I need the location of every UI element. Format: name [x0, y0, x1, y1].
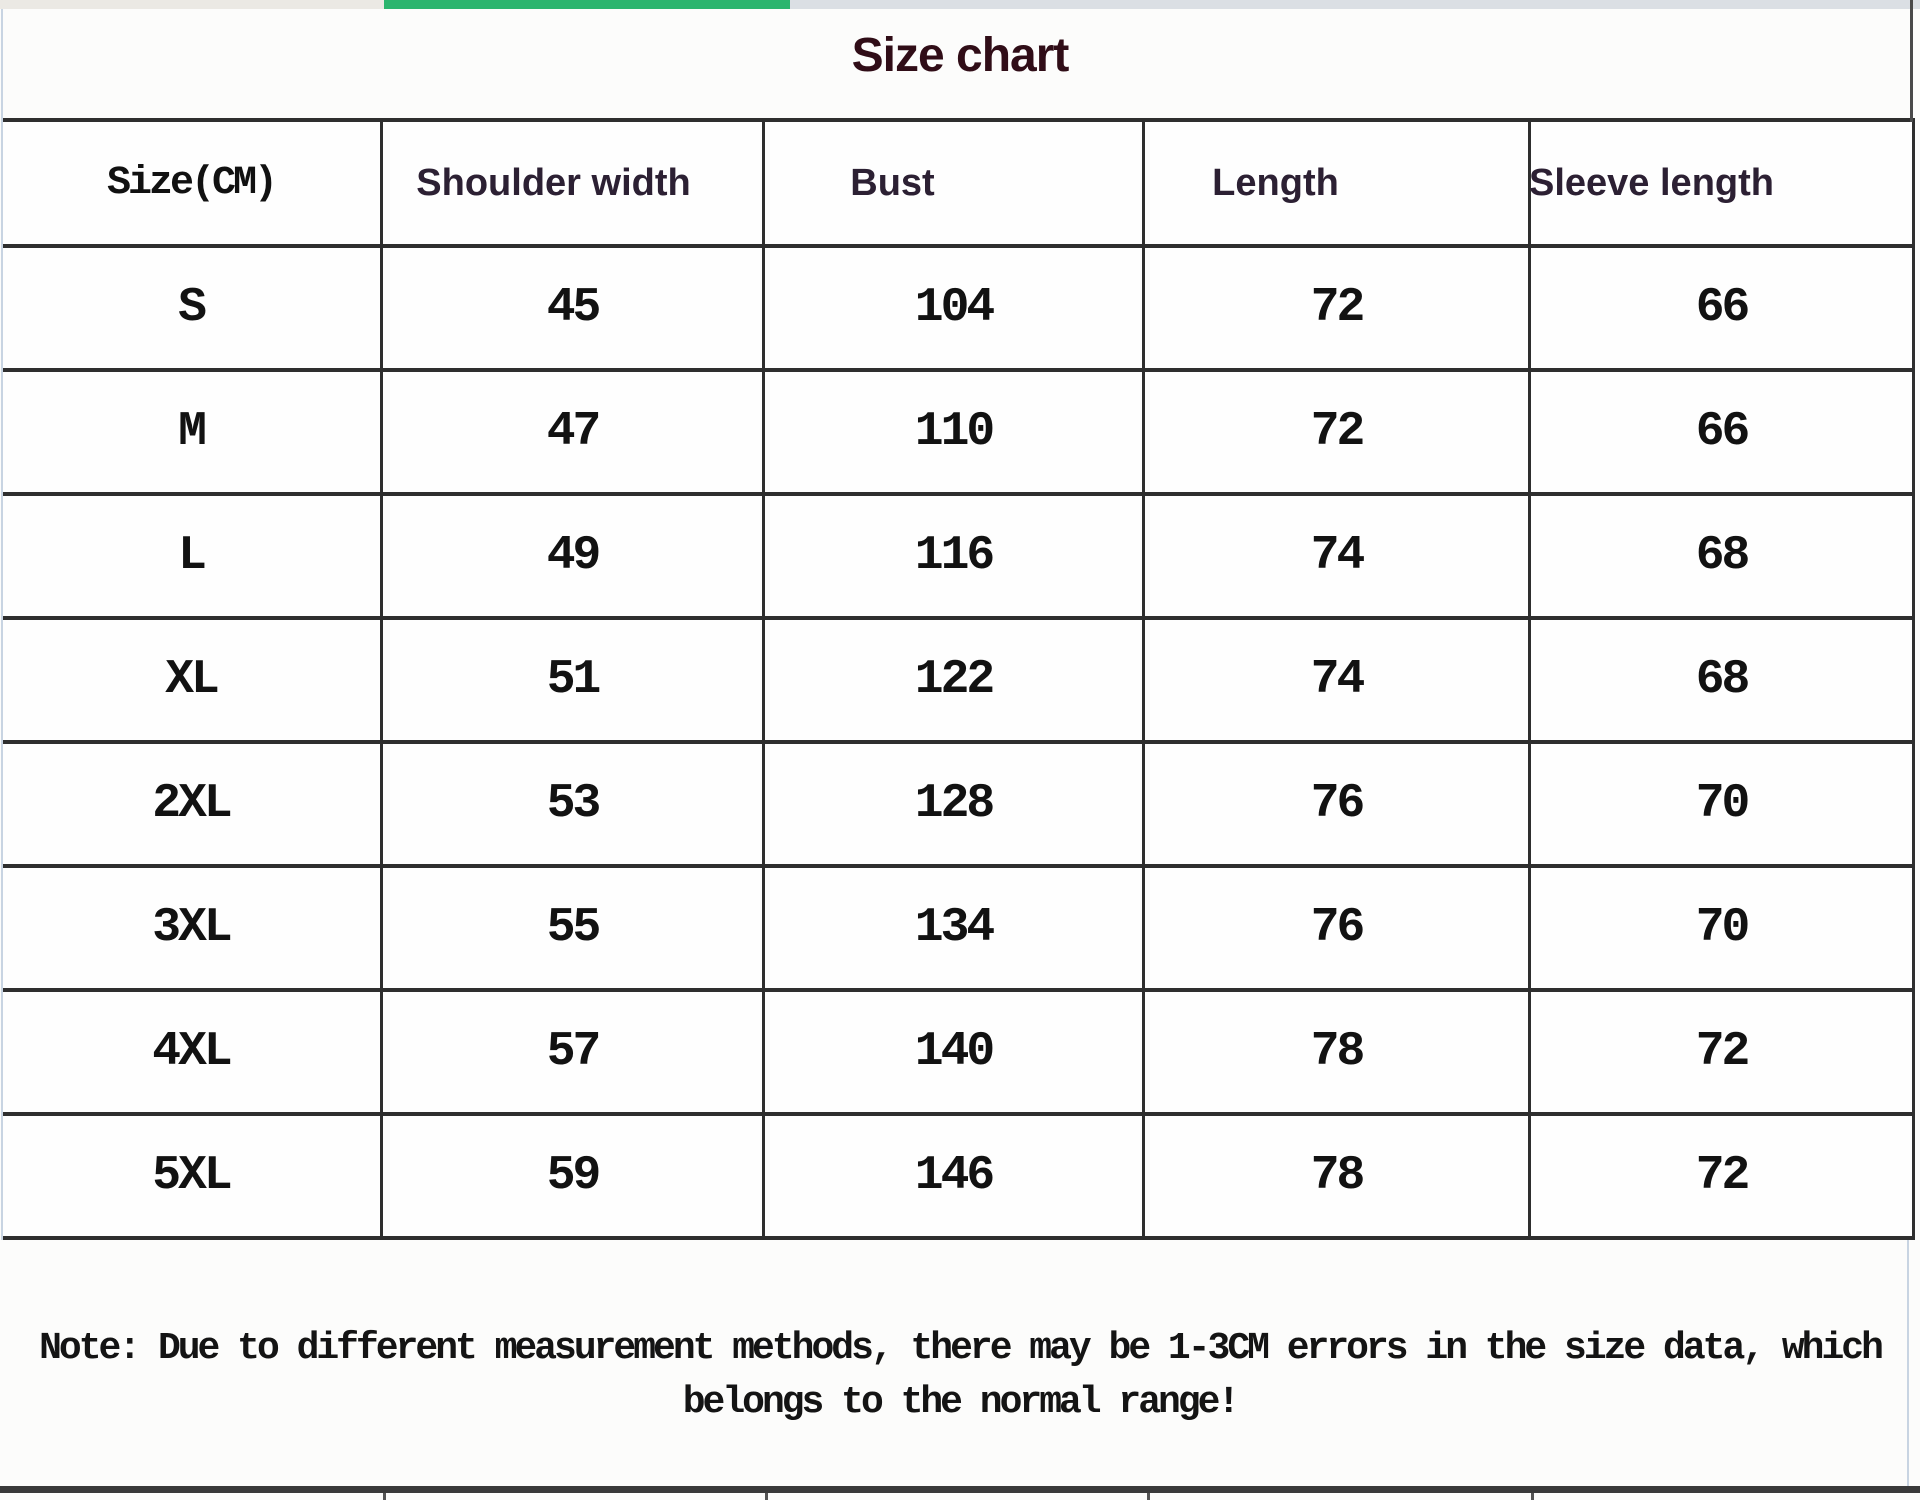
size-cell: XL	[2, 620, 383, 744]
bottom-divider-line	[0, 1486, 1920, 1493]
right-edge-line	[1910, 0, 1913, 122]
size-cell: 2XL	[2, 744, 383, 868]
column-header-bust	[765, 122, 1145, 248]
value-cell: 140	[765, 992, 1145, 1116]
value-cell: 53	[383, 744, 765, 868]
value-cell: 55	[383, 868, 765, 992]
value-cell: 72	[1145, 372, 1531, 496]
size-cell: L	[2, 496, 383, 620]
value-cell: 45	[383, 248, 765, 372]
next-table-column-stub	[383, 1493, 386, 1500]
column-header-label: Size(CM)	[106, 160, 276, 206]
size-chart-table	[2, 118, 1915, 1240]
value-cell: 68	[1531, 496, 1912, 620]
left-edge-artifact-line	[1, 9, 3, 1240]
column-header-length	[1145, 122, 1531, 248]
size-cell: 5XL	[2, 1116, 383, 1240]
value-cell: 76	[1145, 744, 1531, 868]
value-cell: 66	[1531, 248, 1912, 372]
value-cell: 128	[765, 744, 1145, 868]
value-cell: 146	[765, 1116, 1145, 1240]
size-cell: 3XL	[2, 868, 383, 992]
value-cell: 70	[1531, 744, 1912, 868]
value-cell: 68	[1531, 620, 1912, 744]
size-cell: S	[2, 248, 383, 372]
note-line-2: belongs to the normal range!	[682, 1381, 1238, 1424]
column-header-label: Length	[1212, 161, 1339, 204]
column-header-label: Shoulder width	[416, 161, 691, 204]
column-header-sleeve-length	[1531, 122, 1912, 248]
column-header-shoulder-width	[383, 122, 765, 248]
page-title: Size chart	[851, 29, 1069, 82]
value-cell: 104	[765, 248, 1145, 372]
column-header-size	[2, 122, 383, 248]
value-cell: 72	[1531, 992, 1912, 1116]
value-cell: 59	[383, 1116, 765, 1240]
value-cell: 78	[1145, 992, 1531, 1116]
value-cell: 122	[765, 620, 1145, 744]
value-cell: 72	[1145, 248, 1531, 372]
value-cell: 47	[383, 372, 765, 496]
size-cell: 4XL	[2, 992, 383, 1116]
value-cell: 72	[1531, 1116, 1912, 1240]
value-cell: 74	[1145, 496, 1531, 620]
value-cell: 134	[765, 868, 1145, 992]
note-line-1: Note: Due to different measurement methods, there may be 1-3CM errors in the size data, which	[39, 1327, 1881, 1370]
column-header-label: Bust	[850, 161, 935, 204]
value-cell: 70	[1531, 868, 1912, 992]
top-accent-bar	[0, 0, 1920, 9]
column-header-label: Sleeve length	[1529, 161, 1774, 204]
topbar-left-segment	[0, 0, 384, 9]
topbar-right-segment	[790, 0, 1920, 9]
value-cell: 74	[1145, 620, 1531, 744]
note-text	[0, 1322, 1920, 1430]
value-cell: 66	[1531, 372, 1912, 496]
size-cell: M	[2, 372, 383, 496]
right-edge-artifact-line	[1907, 1240, 1909, 1486]
next-table-column-stub	[1531, 1493, 1534, 1500]
next-table-column-stub	[1147, 1493, 1150, 1500]
value-cell: 78	[1145, 1116, 1531, 1240]
value-cell: 110	[765, 372, 1145, 496]
value-cell: 57	[383, 992, 765, 1116]
value-cell: 51	[383, 620, 765, 744]
next-table-column-stub	[765, 1493, 768, 1500]
value-cell: 116	[765, 496, 1145, 620]
value-cell: 49	[383, 496, 765, 620]
value-cell: 76	[1145, 868, 1531, 992]
topbar-green-segment	[384, 0, 790, 9]
